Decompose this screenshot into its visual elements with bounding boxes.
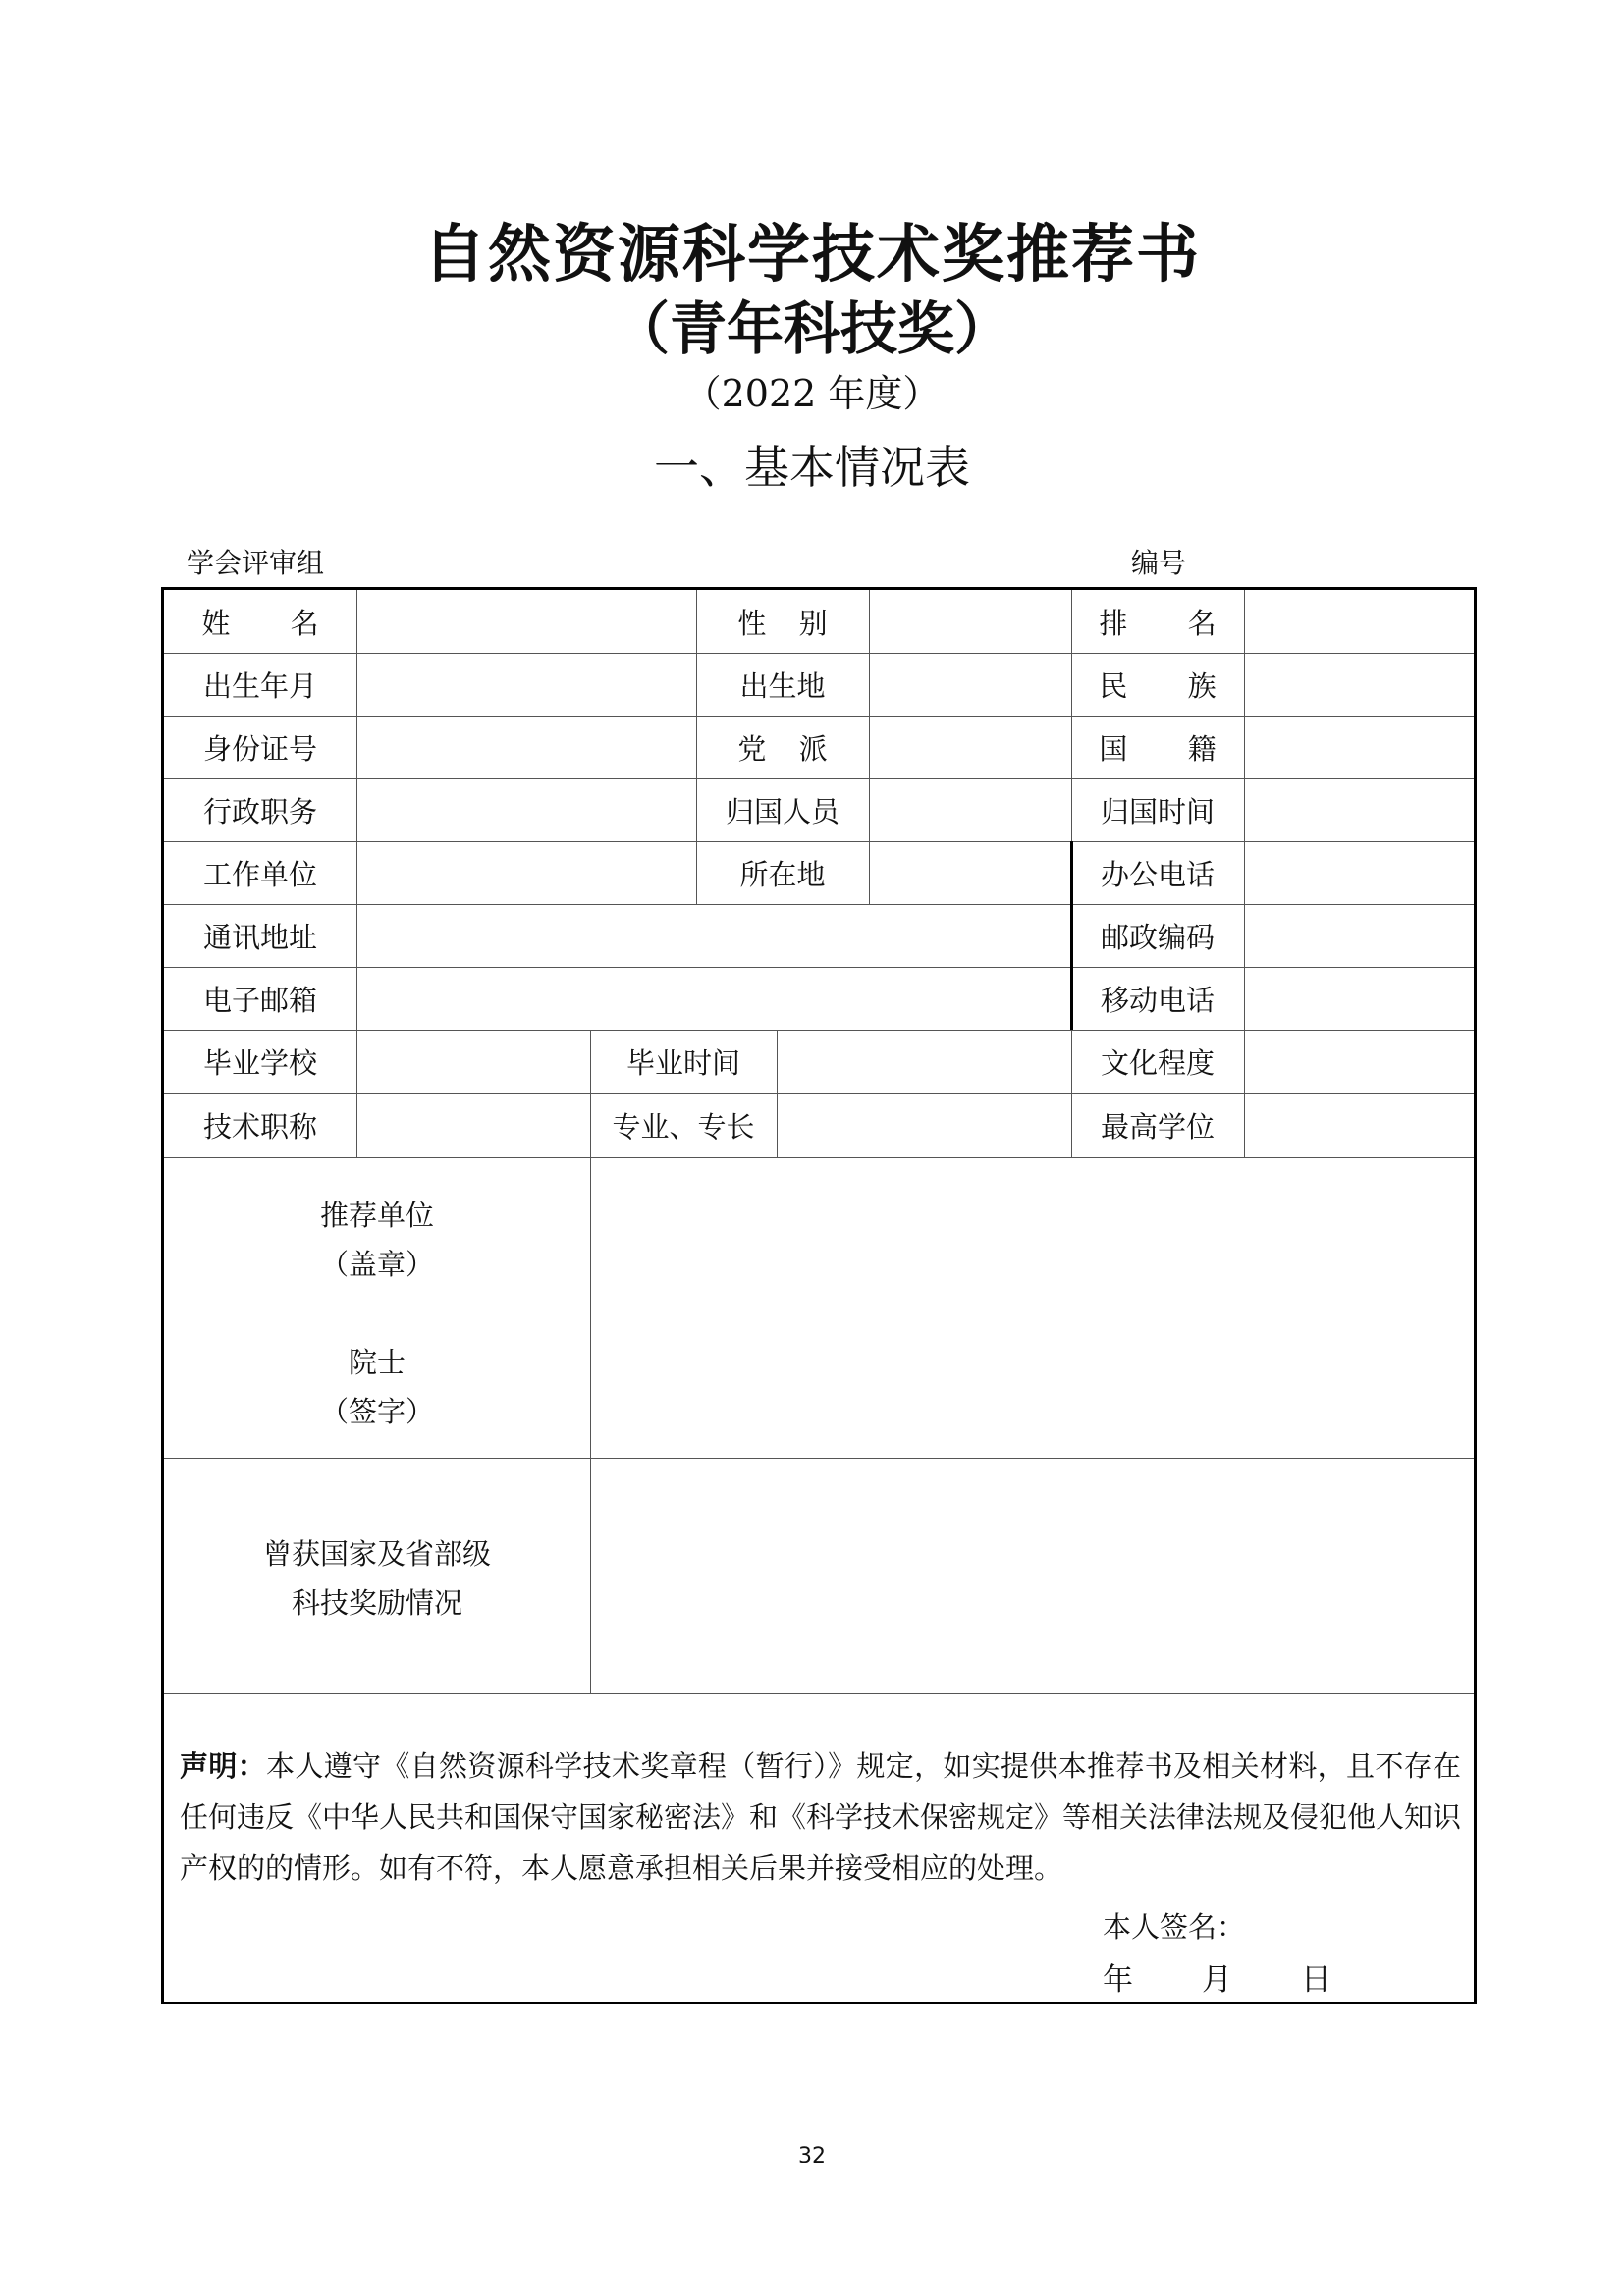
signature-label: 本人签名： [1103,1910,1246,1944]
recommend-unit-block [164,1191,590,1436]
specialty-label: 专业、专长 [612,1109,755,1144]
form-title: 自然资源科学技术奖推荐书 [423,218,1201,292]
date-month-label: 月 [1202,1962,1232,1998]
declaration [180,1740,1461,1894]
date-year-label: 年 [1103,1962,1133,1998]
declaration-label: 声明： [180,1749,266,1783]
awards-block [164,1529,590,1628]
birth-place-label: 出生地 [739,668,826,703]
return-time-label: 归国时间 [1100,794,1215,828]
ethnicity-label: 民 族 [1099,668,1242,703]
page-number: 32 [798,2144,826,2168]
awards-label-line2: 科技奖励情况 [291,1586,462,1620]
academician-signature-label: （签字） [319,1395,434,1428]
school-label: 毕业学校 [202,1045,317,1080]
name-label: 姓 名 [201,606,345,640]
awards-label-line1: 曾获国家及省部级 [262,1537,491,1571]
location-label: 所在地 [739,857,826,891]
degree-label: 最高学位 [1100,1109,1215,1144]
academician-label: 院士 [348,1346,406,1379]
party-label: 党 派 [737,731,839,766]
review-group-label: 学会评审组 [187,547,325,579]
birth-date-label: 出生年月 [202,668,317,703]
section-heading: 一、基本情况表 [654,441,970,494]
id-number-label: 身份证号 [202,731,317,766]
gender-label: 性 别 [737,606,839,640]
graduation-time-label: 毕业时间 [625,1045,740,1080]
admin-position-label: 行政职务 [202,794,317,828]
basic-info-form [161,587,1477,2004]
address-label: 通讯地址 [202,920,317,954]
date-day-label: 日 [1301,1962,1331,1998]
nationality-label: 国 籍 [1099,731,1242,766]
recommend-unit-label: 推荐单位 [319,1199,434,1232]
form-subtitle: （青年科技奖） [612,295,1011,362]
mobile-label: 移动电话 [1100,983,1215,1017]
signature-date [1103,1954,1400,1999]
declaration-text: 本人遵守《自然资源科学技术奖章程（暂行）》规定，如实提供本推荐书及相关材料，且不存在任何违反《中华人民共和国保守国家秘密法》和《科学技术保密规定》等相关法律法规及侵犯他人知识产权的的情形。如有不符，本人愿意承担相关后果并接受相应的处理。 [180,1749,1462,1885]
recommend-seal-label: （盖章） [319,1248,434,1281]
rank-label: 排 名 [1099,606,1242,640]
office-phone-label: 办公电话 [1100,857,1215,891]
returnee-label: 归国人员 [725,794,839,828]
work-unit-label: 工作单位 [202,857,317,891]
postal-code-label: 邮政编码 [1100,920,1215,954]
tech-title-label: 技术职称 [202,1109,317,1144]
education-label: 文化程度 [1100,1045,1215,1080]
form-year: （2022 年度） [683,372,941,415]
number-label: 编号 [1131,547,1187,579]
email-label: 电子邮箱 [202,983,317,1017]
